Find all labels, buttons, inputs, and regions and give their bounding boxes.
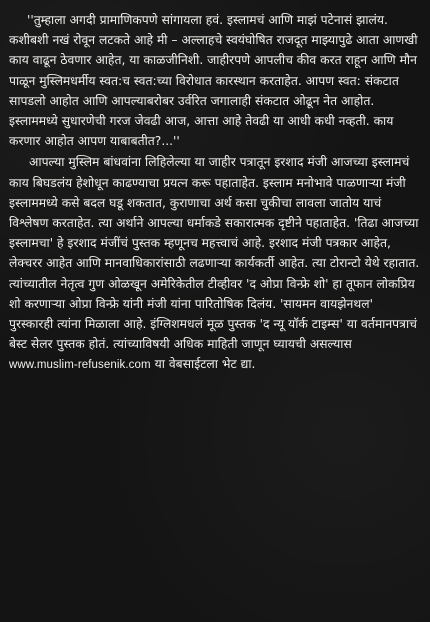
description-closing-text: या वेबसाईटला भेट द्या. xyxy=(150,357,256,372)
description-paragraph xyxy=(9,152,421,375)
description-text: आपल्या मुस्लिम बांधवांना लिहिलेल्या या जाहीर पत्रातून इरशाद मंजी आजच्या इस्लामचं काय बिघडलंय हेशोधून काढण्याचा प्रयत्न करू पहाताहेत. इस्लाम मनोभावे पाळणाऱ्या मंजी इस्लाममध्ये कसे बदल घडू शकतात, कुराणाचा अर्थ कसा चुकीचा लावला जातोय याचं विश्लेषण करताहेत. त्या अर्थाने आपल्या धर्माकडे सकारात्मक दृष्टीने पहाताहेत. 'तिढा आजच्या इस्लामचा' हे इरशाद मंजींचं पुस्तक म्हणूनच महत्त्वाचं आहे. इरशाद मंजी पत्रकार आहेत, लेक्चरर आहेत आणि मानवाधिकारांसाठी लढणाऱ्या कार्यकर्ती आहेत. त्या टोरान्टो येथे रहातात. त्यांच्यातील नेतृत्व गुण ओळखून अमेरिकेतील टीव्हीवर 'द ओप्रा विन्फ्रे शो' हा तूफान लोकप्रिय शो करणाऱ्या ओप्रा विन्फ्रे यांनी मंजी यांना पारितोषिक दिलंय. 'सायमन वायझेनथल' पुरस्कारही त्यांना मिळाला आहे. इंग्लिशमधलं मूळ पुस्तक 'द न्यू यॉर्क टाइम्स' या वर्तमानपत्राचं बेस्ट सेलर पुस्तक होतं. त्यांच्याविषयी अधिक माहिती जाणून घ्यायची असल्यास xyxy=(9,155,420,352)
website-url: www.muslim-refusenik.com xyxy=(9,359,151,372)
quote-paragraph: ''तुम्हाला अगदी प्रामाणिकपणे सांगायला हवं. इस्लामचं आणि माझं पटेनासं झालंय. कशीबशी नखं रोवून लटकते आहे मी – अल्लाहचे स्वयंघोषित राजदूत माझ्यापुढे आता आणखी काय वाढून ठेवणार आहेत, या काळजीनिशी. जाहीरपणे आपलीच कीव करत राहून आणि मौन पाळून मुस्लिमधर्मीय स्वत:च स्वत:च्या विरोधात कारस्थान करताहेत. आपण स्वत: संकटात सापडलो आहोत आणि आपल्याबरोबर उर्वरित जगालाही संकटात ओढून नेत आहोत. इस्लाममध्ये सुधारणेची गरज जेवढी आज, आत्ता आहे तेवढी या आधी कधी नव्हती. काय करणार आहोत आपण याबाबतीत?...'' xyxy=(9,13,418,149)
